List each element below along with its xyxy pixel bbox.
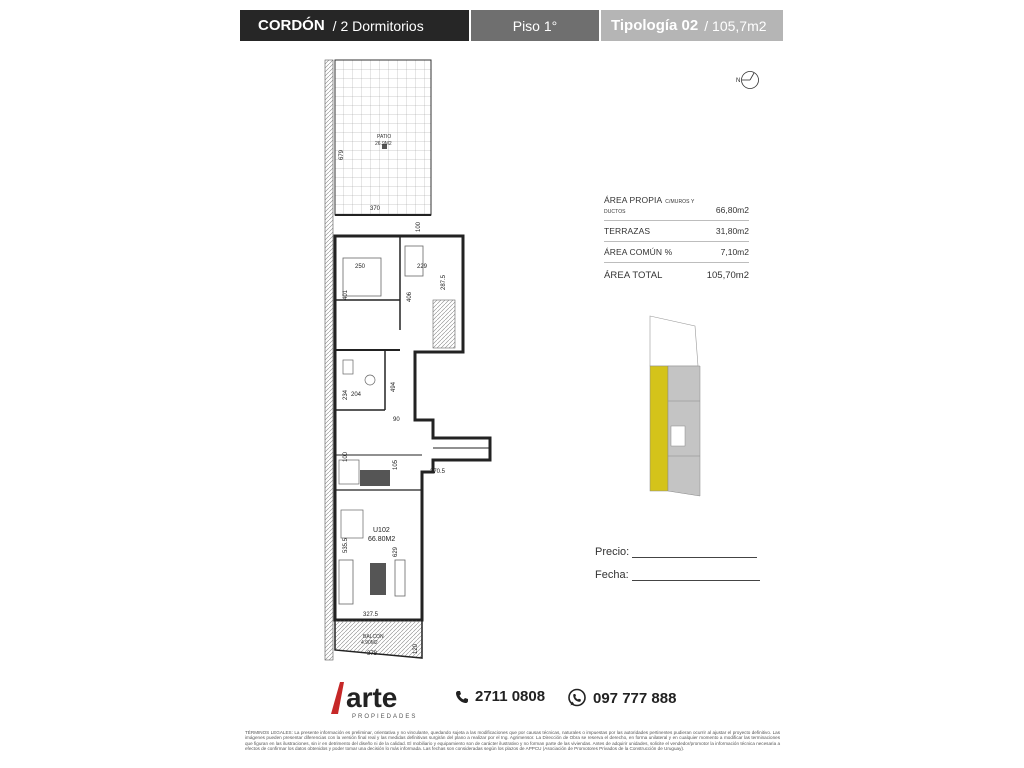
neighborhood-label: CORDÓN xyxy=(258,17,325,34)
dim-label: 629 xyxy=(393,546,399,557)
floor-label: Piso 1° xyxy=(512,17,558,34)
unit-label: U102 xyxy=(373,527,390,534)
dim-label: 120 xyxy=(413,643,419,654)
whatsapp-number: 097 777 888 xyxy=(593,689,677,707)
area-terrace-value: 31,80m2 xyxy=(715,226,749,236)
floor-plan-sheet xyxy=(240,8,783,760)
date-line xyxy=(632,568,760,581)
floor-plan-drawing xyxy=(325,60,525,670)
area-terrace-label: TERRAZAS xyxy=(604,226,651,236)
dim-label: 287.5 xyxy=(441,274,447,290)
highlighted-unit xyxy=(650,366,668,491)
header-floor xyxy=(471,10,599,41)
price-row xyxy=(595,545,760,558)
dim-label: 494 xyxy=(391,381,397,392)
dim-label: 378 xyxy=(367,651,378,657)
balcony-area: 4.90M2 xyxy=(361,640,378,646)
typology-area-label: / 105,7m2 xyxy=(704,17,767,34)
dim-label: 100 xyxy=(343,451,349,462)
area-row-terrace xyxy=(604,221,749,242)
date-label: Fecha: xyxy=(595,569,629,581)
balcony-label: BALCON xyxy=(363,634,384,640)
patio-label: PATIO xyxy=(377,134,392,140)
phone-icon xyxy=(455,690,469,704)
dim-label: 105 xyxy=(393,459,399,470)
dim-label: 401 xyxy=(343,289,349,300)
area-own-note: C/MUROS Y DUCTOS xyxy=(604,199,695,215)
price-line xyxy=(632,545,757,558)
price-label: Precio: xyxy=(595,546,630,558)
north-label: N xyxy=(736,78,741,84)
legal-terms: TÉRMINOS LEGALES: La presente información es preliminar, orientativa y no vinculante, quedando sujeta a las modificaciones que por causas técnicas, naturales o impuestas por las autoridades pertinentes pudieran ocurrir al ajustar el proyecto definitivo. Las imágenes pueden presentar diferencias con la versión final real y las medidas definitivas surgirán del plano a realizar por el Ing. Agrimensor. La Dirección de Obra se reserva el derecho, en forma unilateral y en cualquier momento a modificar las terminaciones que figuran en las ilustraciones, sin ir en detrimento del diseño ni de la calidad. El mobiliario y equipamiento son de carácter ilustrativo y no forman parte de las viviendas. Antes de adquirir unidades, solicite el vendedor/promotor la información técnica necesaria a efectos de confirmar los datos obtenidos y poder tomar una decisión lo más informada. Las fechas son consideradas según los plazos de APPCU (Asociación de Promotores Privados de la Construcción de Uruguay). xyxy=(245,730,780,751)
dim-label: 229 xyxy=(417,264,428,270)
dim-label: 535.5 xyxy=(343,537,349,553)
dim-label: 327.5 xyxy=(363,612,379,618)
phone-contact[interactable] xyxy=(455,688,545,705)
dim-label: 406 xyxy=(407,291,413,302)
north-compass-icon xyxy=(737,69,759,91)
phone-number: 2711 0808 xyxy=(475,688,546,705)
building-key-map xyxy=(645,316,705,501)
areas-table xyxy=(604,190,749,286)
date-row xyxy=(595,568,760,581)
header-location xyxy=(240,10,469,41)
area-common-label: ÁREA COMÚN % xyxy=(604,247,673,257)
area-own-label: ÁREA PROPIA xyxy=(604,195,663,205)
dim-label: 679 xyxy=(339,149,345,160)
area-common-value: 7,10m2 xyxy=(720,247,749,257)
whatsapp-icon xyxy=(567,688,587,708)
area-row-common xyxy=(604,242,749,263)
dim-label: 250 xyxy=(355,264,366,270)
price-date-form xyxy=(595,545,760,591)
arte-logo xyxy=(328,680,438,720)
area-total-label: ÁREA TOTAL xyxy=(604,270,663,281)
bedrooms-label: / 2 Dormitorios xyxy=(332,17,424,34)
area-row-own xyxy=(604,190,749,221)
brand-tagline: PROPIEDADES xyxy=(352,714,418,720)
area-own-value: 66,80m2 xyxy=(715,205,749,215)
dim-label: 234 xyxy=(343,389,349,400)
area-total-value: 105,70m2 xyxy=(706,270,749,281)
dim-label: 204 xyxy=(351,392,362,398)
whatsapp-contact[interactable] xyxy=(567,688,676,708)
typology-label: Tipología 02 xyxy=(611,17,699,34)
brand-name: arte xyxy=(346,682,398,713)
dim-label: 270.5 xyxy=(430,469,446,475)
dim-label: 370 xyxy=(370,206,381,212)
dim-label: 100 xyxy=(416,221,422,232)
header-typology xyxy=(601,10,783,41)
unit-area: 66.80M2 xyxy=(368,536,396,543)
dim-label: 90 xyxy=(393,417,400,423)
patio-area: 26.9M2 xyxy=(375,141,392,147)
area-row-total xyxy=(604,263,749,286)
